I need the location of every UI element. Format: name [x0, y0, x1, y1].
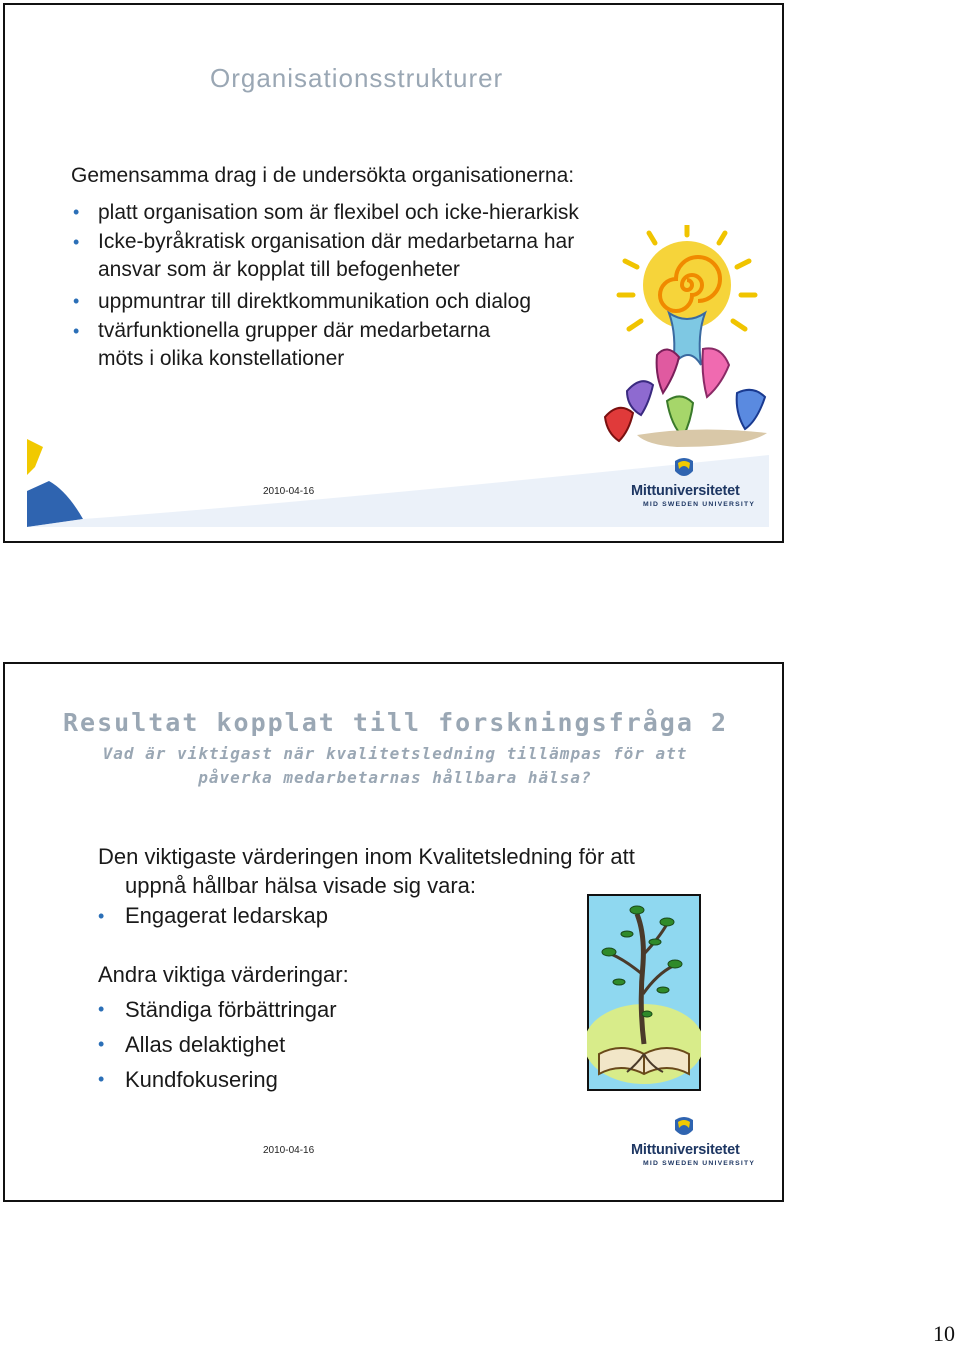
sun-dancers-illustration — [597, 225, 777, 450]
logo-wordmark: Mittuniversitetet — [631, 483, 740, 499]
bullet-list — [71, 197, 671, 373]
slide-title: Resultat kopplat till forskningsfråga 2 — [63, 708, 728, 737]
other-values-heading: Andra viktiga värderingar: — [98, 962, 349, 987]
slide-date: 2010-04-16 — [263, 486, 315, 497]
bullet-item: • Ständiga förbättringar — [98, 992, 337, 1027]
logo-emblem-icon — [673, 1114, 695, 1140]
slide-subtitle: Vad är viktigast när kvalitetsledning tillämpas för att påverka medarbetarnas hållbara hälsa? — [102, 744, 688, 787]
page-number: 10 — [933, 1321, 955, 1346]
tree-book-illustration — [587, 894, 701, 1091]
slide-intro: Gemensamma drag i de undersökta organisationerna: — [71, 164, 575, 187]
logo-subtitle: MID SWEDEN UNIVERSITY — [643, 501, 756, 508]
slide-resultat — [3, 662, 784, 1202]
slide-date: 2010-04-16 — [263, 1145, 315, 1156]
bullet-item: • uppmuntrar till direktkommunikation och dialog — [71, 286, 671, 317]
university-logo — [603, 1112, 763, 1176]
bullet-item: • tvärfunktionella grupper där medarbetarna möts i olika konstellationer — [71, 317, 671, 373]
bullet-item: • Kundfokusering — [98, 1062, 337, 1097]
main-bullet-list — [98, 901, 328, 931]
slide-organisationsstrukturer — [3, 3, 784, 543]
university-logo — [603, 453, 763, 517]
other-bullet-list — [98, 992, 337, 1097]
bullet-item: • Engagerat ledarskap — [98, 901, 328, 931]
logo-subtitle: MID SWEDEN UNIVERSITY — [643, 1160, 756, 1167]
logo-emblem-icon — [673, 455, 695, 481]
bullet-item: • platt organisation som är flexibel och icke-hierarkisk — [71, 197, 671, 228]
bullet-item: • Allas delaktighet — [98, 1027, 337, 1062]
bullet-item: • Icke-byråkratisk organisation där medarbetarna har ansvar som är kopplat till befogenheter — [71, 228, 671, 284]
slide-title: Organisationsstrukturer — [210, 63, 504, 93]
slide-intro: Den viktigaste värderingen inom Kvalitetsledning för att uppnå hållbar hälsa visade sig vara: — [98, 844, 635, 898]
logo-wordmark: Mittuniversitetet — [631, 1142, 740, 1158]
